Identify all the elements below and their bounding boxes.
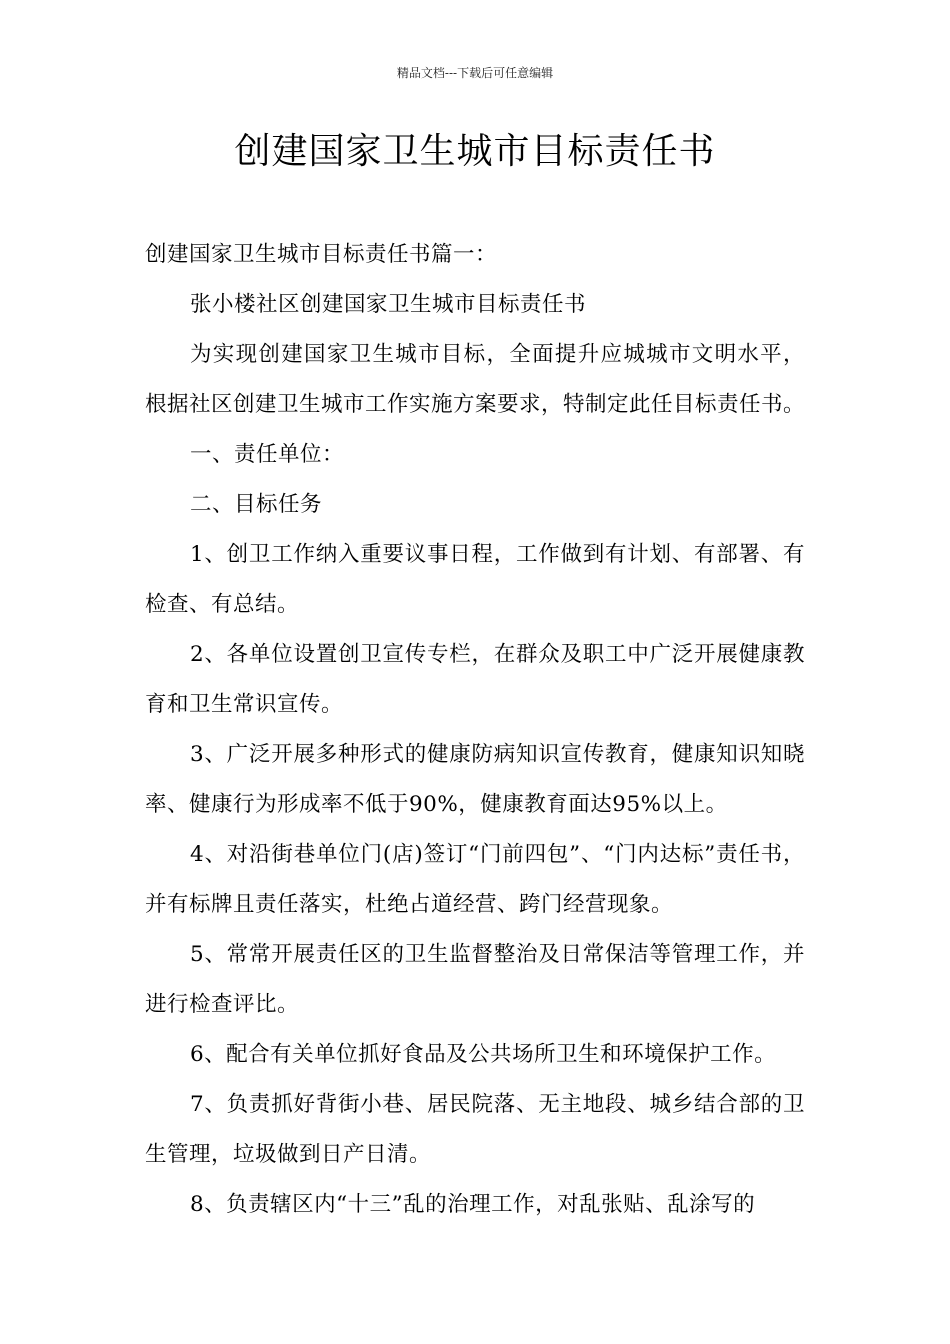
paragraph-item-1: 1、创卫工作纳入重要议事日程，工作做到有计划、有部署、有检查、有总结。 <box>145 542 805 617</box>
paragraph-subtitle: 张小楼社区创建国家卫生城市目标责任书 <box>190 292 587 317</box>
document-body <box>145 230 805 1230</box>
paragraph-section-heading: 创建国家卫生城市目标责任书篇一： <box>145 242 498 267</box>
paragraph-item-3: 3、广泛开展多种形式的健康防病知识宣传教育，健康知识知晓率、健康行为形成率不低于90%，健康教育面达95%以上。 <box>145 742 805 817</box>
paragraph-item-8: 8、负责辖区内“十三”乱的治理工作，对乱张贴、乱涂写的 <box>190 1192 756 1217</box>
paragraph-responsible-unit: 一、责任单位： <box>190 442 345 467</box>
paragraph-target-tasks: 二、目标任务 <box>190 492 323 517</box>
paragraph-item-4: 4、对沿街巷单位门(店)签订“门前四包”、“门内达标”责任书，并有标牌且责任落实，杜绝占道经营、跨门经营现象。 <box>145 842 805 917</box>
paragraph-item-5: 5、常常开展责任区的卫生监督整治及日常保洁等管理工作，并进行检查评比。 <box>145 942 805 1017</box>
paragraph-intro: 为实现创建国家卫生城市目标，全面提升应城城市文明水平，根据社区创建卫生城市工作实施方案要求，特制定此任目标责任书。 <box>145 342 806 417</box>
paragraph-item-7: 7、负责抓好背街小巷、居民院落、无主地段、城乡结合部的卫生管理，垃圾做到日产日清。 <box>145 1092 805 1167</box>
paragraph-item-2: 2、各单位设置创卫宣传专栏，在群众及职工中广泛开展健康教育和卫生常识宣传。 <box>145 642 805 717</box>
header-note: 精品文档---下载后可任意编辑 <box>396 66 554 80</box>
paragraph-item-6: 6、配合有关单位抓好食品及公共场所卫生和环境保护工作。 <box>190 1042 777 1067</box>
document-title: 创建国家卫生城市目标责任书 <box>234 131 716 172</box>
